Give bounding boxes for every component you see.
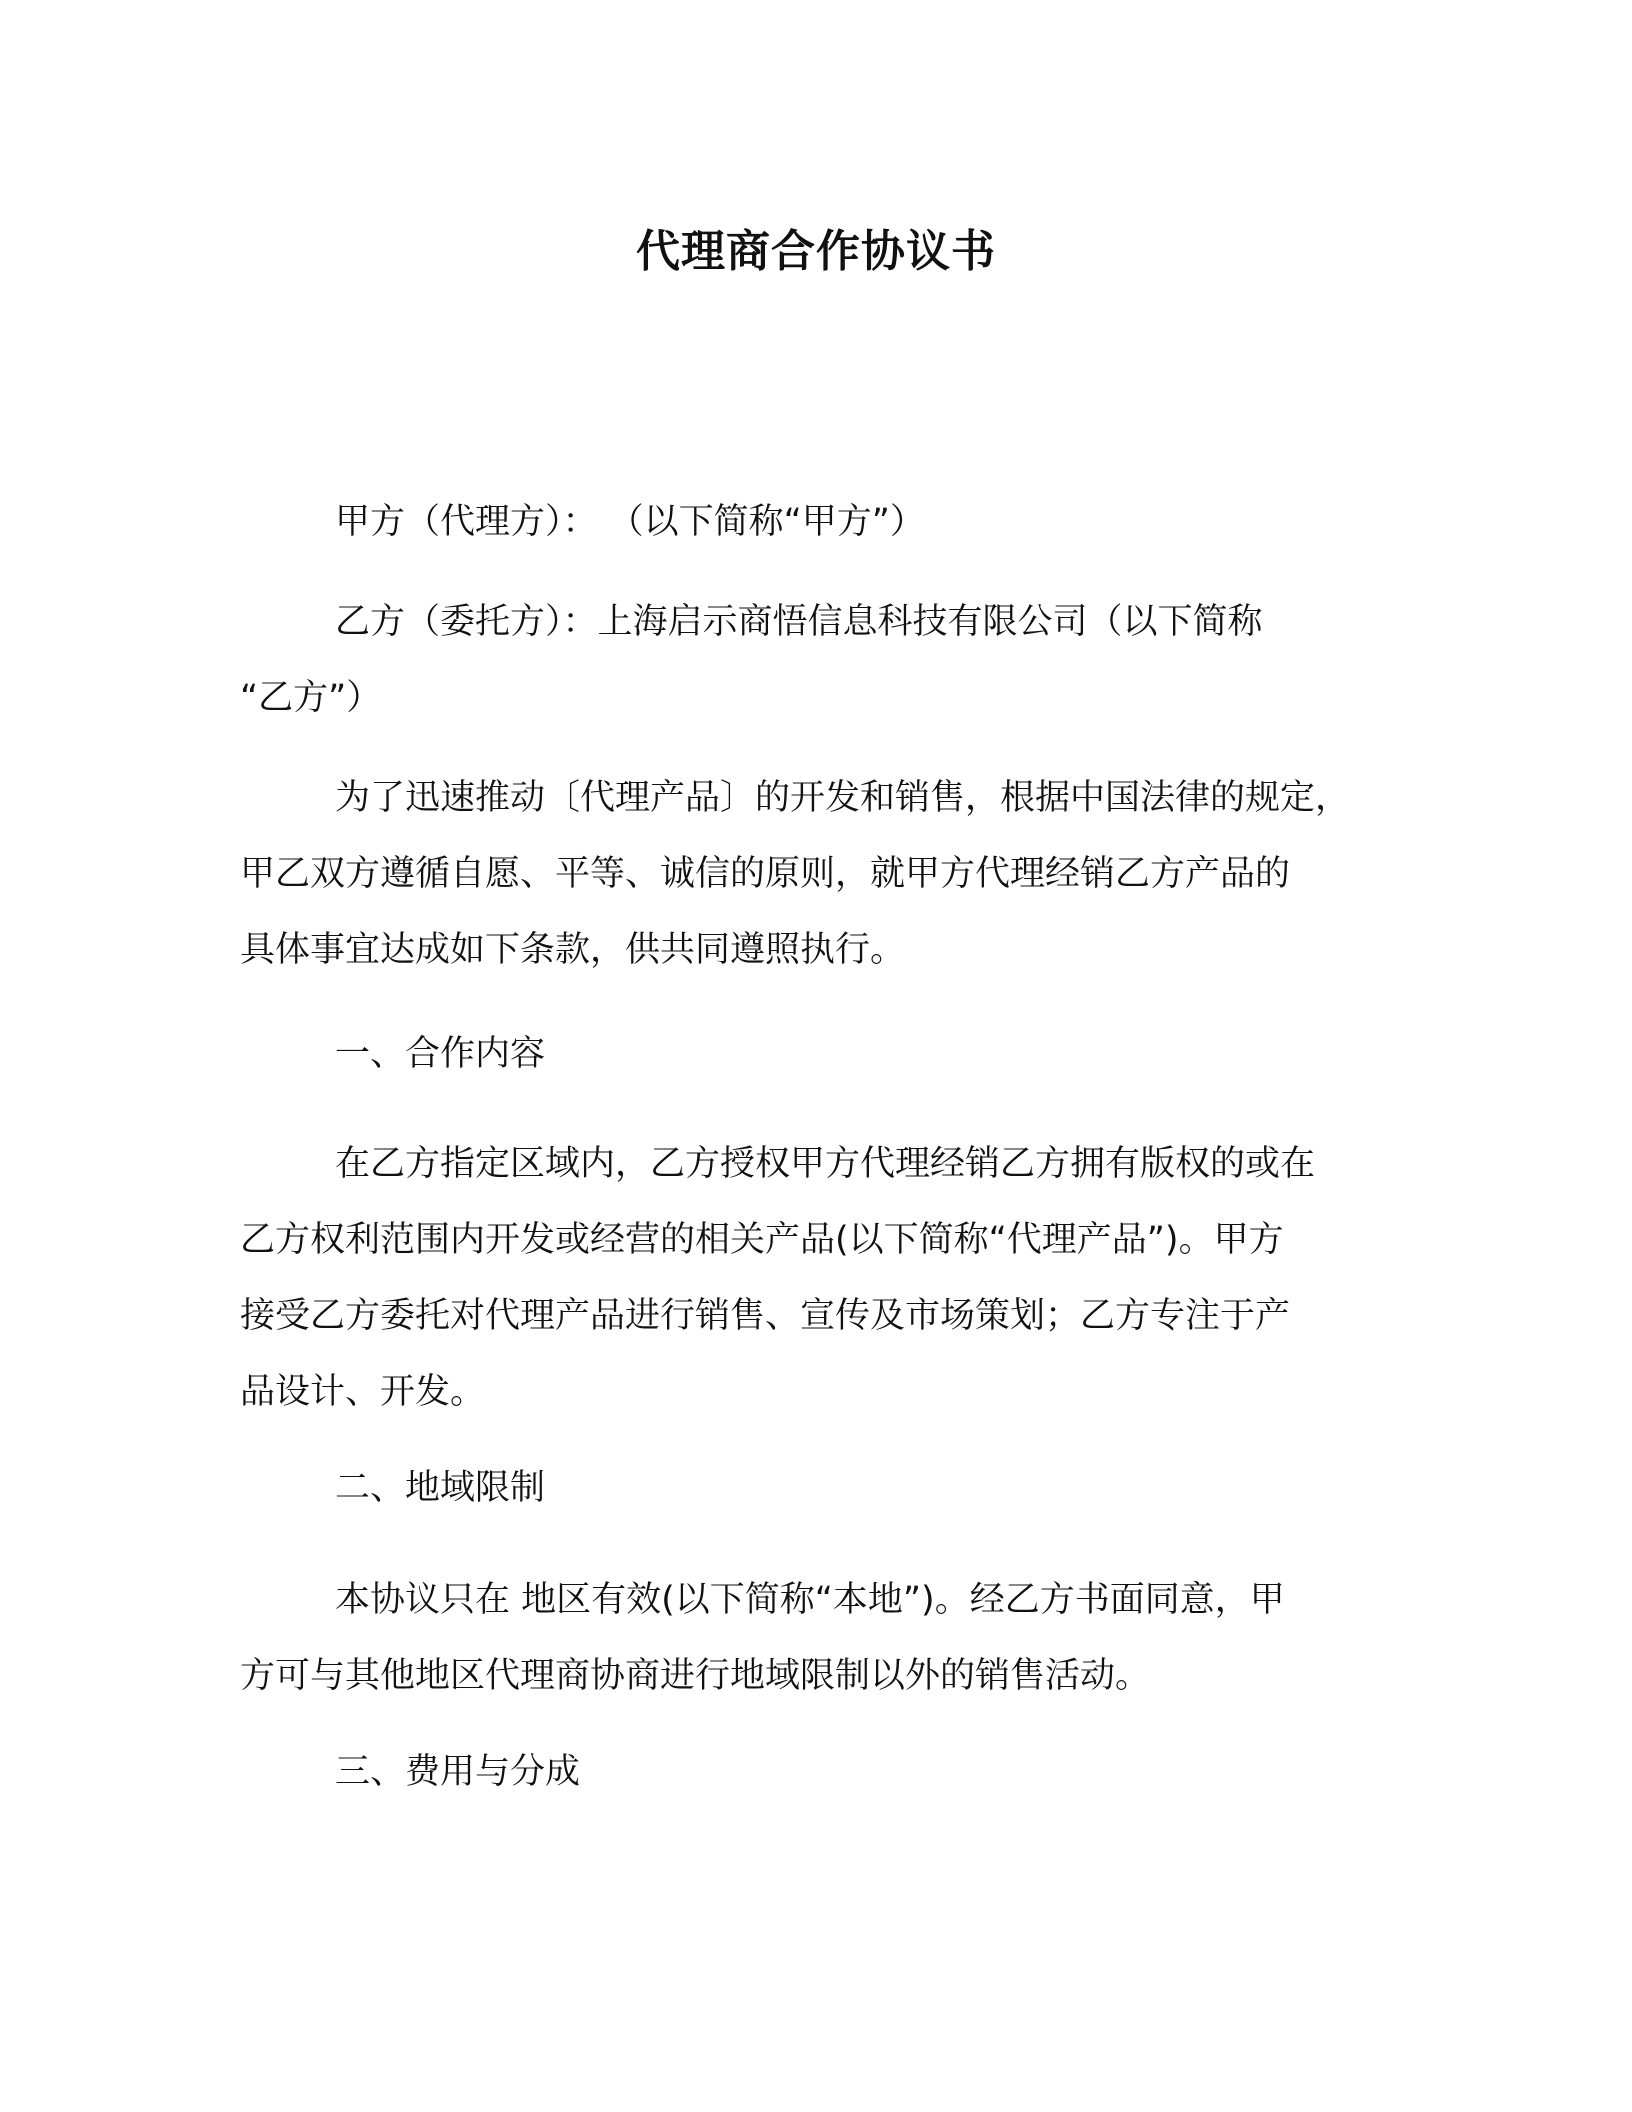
intro-line-1: 为了迅速推动〔代理产品〕的开发和销售，根据中国法律的规定， xyxy=(335,778,1351,818)
section1-line-3: 接受乙方委托对代理产品进行销售、宣传及市场策划；乙方专注于产 xyxy=(240,1296,1291,1336)
party-b-line-2: “乙方”） xyxy=(240,678,382,718)
section2-line-2: 方可与其他地区代理商协商进行地域限制以外的销售活动。 xyxy=(240,1656,1151,1696)
party-a-line: 甲方（代理方）： （以下简称“甲方”） xyxy=(335,502,925,542)
intro-line-3: 具体事宜达成如下条款，供共同遵照执行。 xyxy=(240,930,906,970)
section1-paragraph xyxy=(240,1126,1400,1430)
party-b-paragraph xyxy=(240,584,1400,736)
section1-line-4: 品设计、开发。 xyxy=(240,1372,486,1412)
section1-line-2: 乙方权利范围内开发或经营的相关产品(以下简称“代理产品”)。甲方 xyxy=(240,1220,1284,1260)
intro-line-2: 甲乙双方遵循自愿、平等、诚信的原则，就甲方代理经销乙方产品的 xyxy=(240,854,1291,894)
section2-paragraph xyxy=(240,1562,1400,1714)
section2-heading: 二、地域限制 xyxy=(335,1468,546,1508)
document-title: 代理商合作协议书 xyxy=(636,226,996,277)
section1-heading: 一、合作内容 xyxy=(335,1034,546,1074)
party-b-line-1: 乙方（委托方）：上海启示商悟信息科技有限公司（以下简称 xyxy=(335,602,1263,642)
section2-line-1: 本协议只在 地区有效(以下简称“本地”)。经乙方书面同意，甲 xyxy=(335,1580,1285,1620)
intro-paragraph xyxy=(240,760,1400,988)
section3-heading: 三、费用与分成 xyxy=(335,1752,581,1792)
section1-line-1: 在乙方指定区域内，乙方授权甲方代理经销乙方拥有版权的或在 xyxy=(335,1144,1316,1184)
